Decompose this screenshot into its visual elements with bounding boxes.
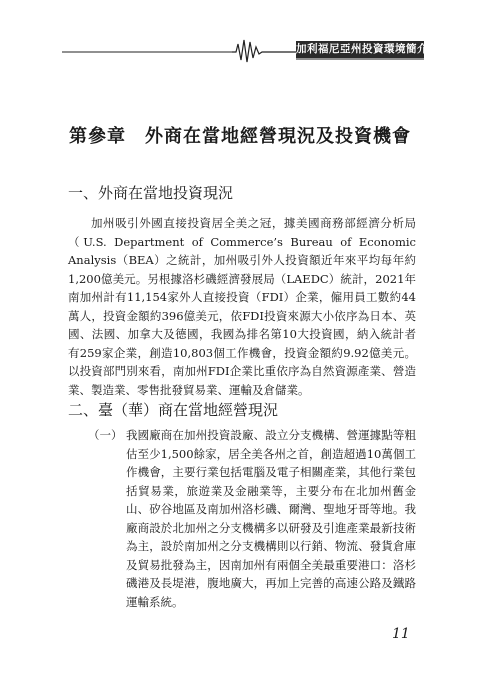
header-ornament [0, 0, 480, 70]
section-title-2: 二、臺（華）商在當地經營現況 [68, 401, 279, 419]
list-item-text: 我國廠商在加州投資設廠、設立分支機構、營運據點等粗估至少1,500餘家，居全美各州之首，創造超過10萬個工作機會，主要行業包括電腦及電子相關產業，其他行業包括貿易業，旅遊業及金融業等，主要分布在北加州舊金山、矽谷地區及南加州洛杉磯、爾灣、聖地牙哥等地。我廠商設於北加州之分支機構多以研發及引進產業最新技術為主，設於南加州之分支機構則以行銷、物流、發貨倉庫及貿易批發為主，因南加州有兩個全美最重要港口：洛杉磯港及長堤港，腹地廣大，再加上完善的高速公路及鐵路運輸系統。 [126, 428, 416, 609]
list-item-label: （一） [88, 428, 123, 442]
page-number: 11 [392, 626, 410, 642]
page-header [0, 0, 480, 70]
section-title-1: 一、外商在當地投資現況 [68, 184, 234, 202]
section-1-paragraph: 加州吸引外國直接投資居全美之冠，據美國商務部經濟分析局（U.S. Department of Commerce’s Bureau of Economic Analysis（BEA）之統計，加州吸引外人投資額近年來平均每年約1,200億美元。另根據洛杉磯經濟發展局（LAEDC）統計，2021年南加州計有11,154家外人直接投資（FDI）企業，僱用員工數約44萬人，投資金額約396億美元，依FDI投資來源大小依序為日本、英國、法國、加拿大及德國，我國為排名第10大投資國，納入統計者有259家企業，創造10,803個工作機會，投資金額約9.92億美元。以投資部門別來看，南加州FDI企業比重依序為自然資源產業、營造業、製造業、零售批發貿易業、運輸及倉儲業。 [68, 216, 416, 397]
header-title: 加利福尼亞州投資環境簡介 [296, 41, 424, 58]
heartbeat-line-icon [232, 40, 296, 62]
chapter-title: 第參章 外商在當地經營現況及投資機會 [69, 126, 411, 147]
